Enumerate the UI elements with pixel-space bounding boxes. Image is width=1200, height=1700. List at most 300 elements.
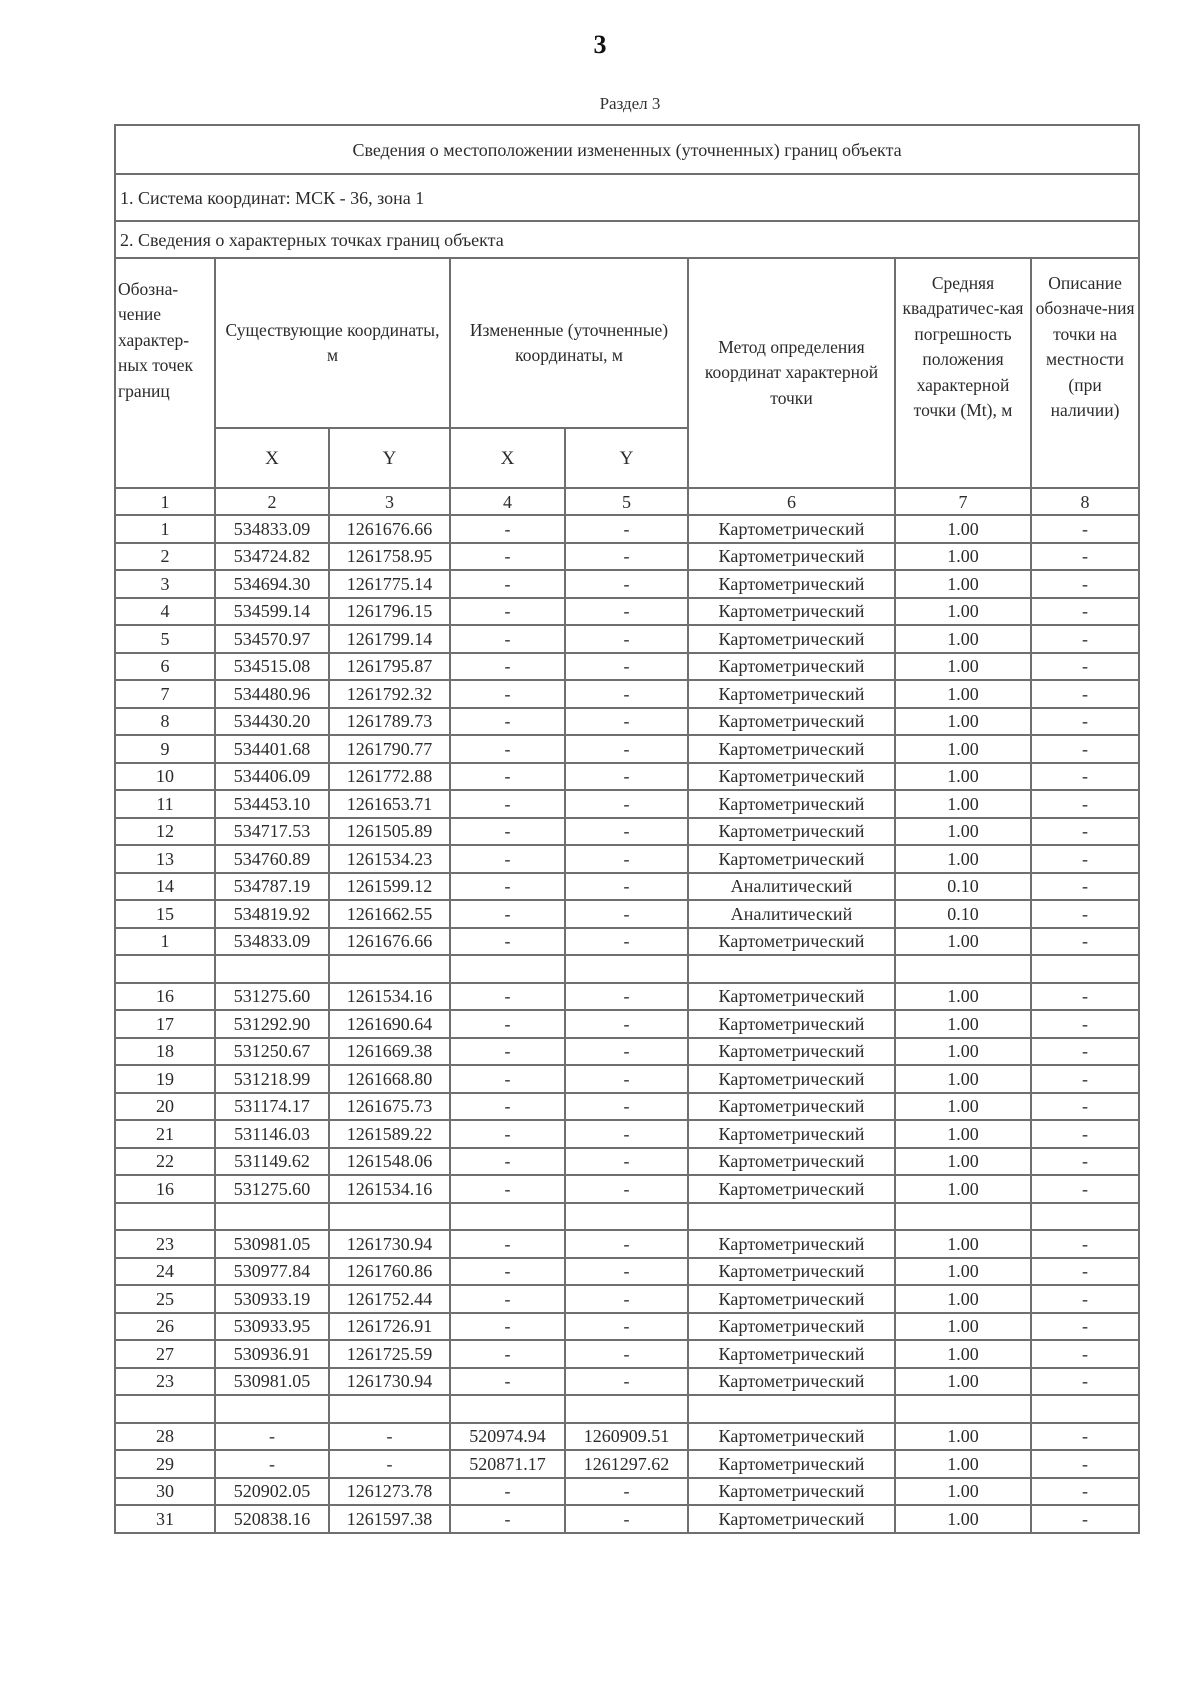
header-description: Описание обозначе-ния точки на местности (при наличии) bbox=[1031, 258, 1139, 488]
empty-cell bbox=[565, 955, 688, 983]
table-row bbox=[115, 900, 1139, 928]
changed-x-cell: - bbox=[450, 625, 565, 653]
method-cell: Картометрический bbox=[688, 598, 895, 626]
existing-x-cell: 534833.09 bbox=[215, 515, 329, 543]
existing-x-cell: 531250.67 bbox=[215, 1038, 329, 1066]
existing-x-cell: 530981.05 bbox=[215, 1368, 329, 1396]
changed-x-cell: - bbox=[450, 1065, 565, 1093]
section-label: Раздел 3 bbox=[599, 94, 661, 113]
empty-cell bbox=[1031, 1203, 1139, 1231]
existing-y-cell: 1261548.06 bbox=[329, 1148, 450, 1176]
description-cell: - bbox=[1031, 625, 1139, 653]
changed-x-cell: - bbox=[450, 543, 565, 571]
changed-y-cell: - bbox=[565, 873, 688, 901]
existing-x-cell: 530933.19 bbox=[215, 1285, 329, 1313]
existing-y-cell: 1261675.73 bbox=[329, 1093, 450, 1121]
table-row bbox=[115, 1258, 1139, 1286]
changed-x-cell: - bbox=[450, 1230, 565, 1258]
existing-x-cell: 531218.99 bbox=[215, 1065, 329, 1093]
changed-x-cell: - bbox=[450, 1478, 565, 1506]
points-info-row bbox=[115, 221, 1139, 258]
method-cell: Аналитический bbox=[688, 900, 895, 928]
empty-cell bbox=[1031, 955, 1139, 983]
accuracy-cell: 0.10 bbox=[895, 900, 1031, 928]
method-cell: Картометрический bbox=[688, 515, 895, 543]
point-designation-cell: 13 bbox=[115, 845, 215, 873]
changed-y-cell: - bbox=[565, 680, 688, 708]
existing-y-cell: 1261799.14 bbox=[329, 625, 450, 653]
table-row bbox=[115, 1065, 1139, 1093]
point-designation-cell: 23 bbox=[115, 1230, 215, 1258]
changed-y-cell: - bbox=[565, 1065, 688, 1093]
existing-y-cell: 1261725.59 bbox=[329, 1340, 450, 1368]
accuracy-cell: 1.00 bbox=[895, 598, 1031, 626]
point-designation-cell: 22 bbox=[115, 1148, 215, 1176]
changed-y-cell: - bbox=[565, 1120, 688, 1148]
method-cell: Картометрический bbox=[688, 1368, 895, 1396]
accuracy-cell: 1.00 bbox=[895, 1120, 1031, 1148]
empty-cell bbox=[688, 1203, 895, 1231]
description-cell: - bbox=[1031, 570, 1139, 598]
description-cell: - bbox=[1031, 1368, 1139, 1396]
point-designation-cell: 20 bbox=[115, 1093, 215, 1121]
table-row bbox=[115, 735, 1139, 763]
existing-y-cell: 1261597.38 bbox=[329, 1505, 450, 1533]
changed-x-cell: - bbox=[450, 818, 565, 846]
description-cell: - bbox=[1031, 1038, 1139, 1066]
changed-y-cell: - bbox=[565, 1230, 688, 1258]
changed-y-cell: - bbox=[565, 1478, 688, 1506]
description-cell: - bbox=[1031, 845, 1139, 873]
description-cell: - bbox=[1031, 1505, 1139, 1533]
existing-x-cell: 520902.05 bbox=[215, 1478, 329, 1506]
method-cell: Картометрический bbox=[688, 653, 895, 681]
table-row bbox=[115, 818, 1139, 846]
point-designation-cell: 21 bbox=[115, 1120, 215, 1148]
page-number: 3 bbox=[593, 30, 607, 59]
point-designation-cell: 1 bbox=[115, 928, 215, 956]
method-cell: Картометрический bbox=[688, 1038, 895, 1066]
description-cell: - bbox=[1031, 1065, 1139, 1093]
existing-x-cell: 534819.92 bbox=[215, 900, 329, 928]
point-designation-cell: 16 bbox=[115, 983, 215, 1011]
method-cell: Картометрический bbox=[688, 1258, 895, 1286]
existing-y-cell: 1261775.14 bbox=[329, 570, 450, 598]
existing-y-cell: 1261668.80 bbox=[329, 1065, 450, 1093]
changed-x-cell: - bbox=[450, 708, 565, 736]
accuracy-cell: 1.00 bbox=[895, 708, 1031, 736]
points-info: 2. Сведения о характерных точках границ объекта bbox=[115, 221, 1139, 258]
empty-cell bbox=[565, 1203, 688, 1231]
column-number: 8 bbox=[1031, 488, 1139, 515]
existing-y-cell: 1261534.23 bbox=[329, 845, 450, 873]
description-cell: - bbox=[1031, 1120, 1139, 1148]
existing-y-cell: 1261790.77 bbox=[329, 735, 450, 763]
description-cell: - bbox=[1031, 928, 1139, 956]
coord-system: 1. Система координат: МСК - 36, зона 1 bbox=[115, 174, 1139, 221]
method-cell: Картометрический bbox=[688, 1148, 895, 1176]
empty-cell bbox=[688, 1395, 895, 1423]
changed-x-cell: - bbox=[450, 763, 565, 791]
table-row bbox=[115, 653, 1139, 681]
existing-y-cell: 1261726.91 bbox=[329, 1313, 450, 1341]
point-designation-cell: 30 bbox=[115, 1478, 215, 1506]
changed-y-cell: - bbox=[565, 928, 688, 956]
accuracy-cell: 1.00 bbox=[895, 1148, 1031, 1176]
table-row bbox=[115, 928, 1139, 956]
table-row bbox=[115, 598, 1139, 626]
table-row bbox=[115, 763, 1139, 791]
changed-y-cell: - bbox=[565, 515, 688, 543]
method-cell: Картометрический bbox=[688, 1450, 895, 1478]
point-designation-cell: 3 bbox=[115, 570, 215, 598]
point-designation-cell: 9 bbox=[115, 735, 215, 763]
changed-y-cell: 1260909.51 bbox=[565, 1423, 688, 1451]
method-cell: Картометрический bbox=[688, 708, 895, 736]
accuracy-cell: 1.00 bbox=[895, 680, 1031, 708]
accuracy-cell: 1.00 bbox=[895, 653, 1031, 681]
point-designation-cell: 5 bbox=[115, 625, 215, 653]
changed-y-cell: - bbox=[565, 1505, 688, 1533]
method-cell: Картометрический bbox=[688, 1010, 895, 1038]
changed-y-cell: - bbox=[565, 653, 688, 681]
existing-y-cell: 1261589.22 bbox=[329, 1120, 450, 1148]
method-cell: Картометрический bbox=[688, 625, 895, 653]
point-designation-cell: 4 bbox=[115, 598, 215, 626]
existing-y-cell: 1261792.32 bbox=[329, 680, 450, 708]
description-cell: - bbox=[1031, 515, 1139, 543]
header-method: Метод определения координат характерной точки bbox=[688, 258, 895, 488]
changed-x-cell: - bbox=[450, 570, 565, 598]
changed-y-cell: - bbox=[565, 1148, 688, 1176]
changed-y-cell: - bbox=[565, 735, 688, 763]
existing-y-cell: - bbox=[329, 1450, 450, 1478]
existing-y-cell: 1261690.64 bbox=[329, 1010, 450, 1038]
table-row bbox=[115, 570, 1139, 598]
header-accuracy: Средняя квадратичес-кая погрешность положения характерной точки (Mt), м bbox=[895, 258, 1031, 488]
existing-x-cell: 534430.20 bbox=[215, 708, 329, 736]
table-row bbox=[115, 1175, 1139, 1203]
header-changed-y: Y bbox=[565, 428, 688, 488]
existing-y-cell: 1261730.94 bbox=[329, 1230, 450, 1258]
description-cell: - bbox=[1031, 653, 1139, 681]
point-designation-cell: 23 bbox=[115, 1368, 215, 1396]
changed-x-cell: - bbox=[450, 1505, 565, 1533]
changed-x-cell: - bbox=[450, 1093, 565, 1121]
accuracy-cell: 1.00 bbox=[895, 928, 1031, 956]
existing-x-cell: 530977.84 bbox=[215, 1258, 329, 1286]
changed-y-cell: - bbox=[565, 543, 688, 571]
changed-x-cell: - bbox=[450, 873, 565, 901]
description-cell: - bbox=[1031, 1478, 1139, 1506]
point-designation-cell: 25 bbox=[115, 1285, 215, 1313]
table-row bbox=[115, 1120, 1139, 1148]
changed-y-cell: - bbox=[565, 845, 688, 873]
method-cell: Картометрический bbox=[688, 1285, 895, 1313]
existing-x-cell: 534717.53 bbox=[215, 818, 329, 846]
existing-x-cell: 530981.05 bbox=[215, 1230, 329, 1258]
existing-x-cell: 534833.09 bbox=[215, 928, 329, 956]
changed-x-cell: - bbox=[450, 1368, 565, 1396]
method-cell: Картометрический bbox=[688, 1230, 895, 1258]
existing-y-cell: 1261669.38 bbox=[329, 1038, 450, 1066]
point-designation-cell: 24 bbox=[115, 1258, 215, 1286]
separator-row bbox=[115, 1395, 1139, 1423]
description-cell: - bbox=[1031, 1230, 1139, 1258]
existing-y-cell: 1261653.71 bbox=[329, 790, 450, 818]
table-row bbox=[115, 790, 1139, 818]
accuracy-cell: 1.00 bbox=[895, 625, 1031, 653]
table-title: Сведения о местоположении измененных (уточненных) границ объекта bbox=[115, 125, 1139, 174]
empty-cell bbox=[329, 1395, 450, 1423]
existing-x-cell: 534787.19 bbox=[215, 873, 329, 901]
column-number: 1 bbox=[115, 488, 215, 515]
existing-y-cell: 1261758.95 bbox=[329, 543, 450, 571]
existing-y-cell: 1261676.66 bbox=[329, 928, 450, 956]
table-row bbox=[115, 1313, 1139, 1341]
point-designation-cell: 7 bbox=[115, 680, 215, 708]
existing-x-cell: - bbox=[215, 1450, 329, 1478]
changed-y-cell: - bbox=[565, 818, 688, 846]
existing-y-cell: 1261273.78 bbox=[329, 1478, 450, 1506]
table-row bbox=[115, 873, 1139, 901]
empty-cell bbox=[215, 1395, 329, 1423]
changed-y-cell: - bbox=[565, 900, 688, 928]
changed-y-cell: - bbox=[565, 1313, 688, 1341]
empty-cell bbox=[115, 1395, 215, 1423]
point-designation-cell: 1 bbox=[115, 515, 215, 543]
description-cell: - bbox=[1031, 818, 1139, 846]
empty-cell bbox=[329, 955, 450, 983]
empty-cell bbox=[450, 1395, 565, 1423]
changed-y-cell: - bbox=[565, 983, 688, 1011]
existing-x-cell: 531149.62 bbox=[215, 1148, 329, 1176]
table-row bbox=[115, 1478, 1139, 1506]
column-numbers-row bbox=[115, 488, 1139, 515]
point-designation-cell: 17 bbox=[115, 1010, 215, 1038]
table-title-row bbox=[115, 125, 1139, 174]
existing-x-cell: 531146.03 bbox=[215, 1120, 329, 1148]
changed-x-cell: - bbox=[450, 680, 565, 708]
accuracy-cell: 1.00 bbox=[895, 1258, 1031, 1286]
changed-x-cell: 520974.94 bbox=[450, 1423, 565, 1451]
table-row bbox=[115, 1093, 1139, 1121]
accuracy-cell: 1.00 bbox=[895, 1450, 1031, 1478]
description-cell: - bbox=[1031, 1450, 1139, 1478]
existing-x-cell: 534724.82 bbox=[215, 543, 329, 571]
point-designation-cell: 6 bbox=[115, 653, 215, 681]
point-designation-cell: 2 bbox=[115, 543, 215, 571]
existing-x-cell: 530936.91 bbox=[215, 1340, 329, 1368]
header-row bbox=[115, 258, 1139, 428]
changed-x-cell: - bbox=[450, 598, 565, 626]
point-designation-cell: 16 bbox=[115, 1175, 215, 1203]
method-cell: Картометрический bbox=[688, 543, 895, 571]
existing-x-cell: 534515.08 bbox=[215, 653, 329, 681]
changed-y-cell: - bbox=[565, 625, 688, 653]
point-designation-cell: 28 bbox=[115, 1423, 215, 1451]
changed-x-cell: - bbox=[450, 515, 565, 543]
existing-x-cell: 531275.60 bbox=[215, 983, 329, 1011]
method-cell: Картометрический bbox=[688, 1340, 895, 1368]
column-number: 4 bbox=[450, 488, 565, 515]
existing-y-cell: 1261599.12 bbox=[329, 873, 450, 901]
existing-x-cell: 520838.16 bbox=[215, 1505, 329, 1533]
accuracy-cell: 1.00 bbox=[895, 1038, 1031, 1066]
description-cell: - bbox=[1031, 680, 1139, 708]
description-cell: - bbox=[1031, 1148, 1139, 1176]
changed-y-cell: - bbox=[565, 570, 688, 598]
method-cell: Картометрический bbox=[688, 1505, 895, 1533]
method-cell: Картометрический bbox=[688, 983, 895, 1011]
accuracy-cell: 1.00 bbox=[895, 1313, 1031, 1341]
point-designation-cell: 19 bbox=[115, 1065, 215, 1093]
existing-y-cell: 1261676.66 bbox=[329, 515, 450, 543]
point-designation-cell: 26 bbox=[115, 1313, 215, 1341]
existing-x-cell: 534760.89 bbox=[215, 845, 329, 873]
description-cell: - bbox=[1031, 1423, 1139, 1451]
point-designation-cell: 31 bbox=[115, 1505, 215, 1533]
changed-x-cell: - bbox=[450, 653, 565, 681]
empty-cell bbox=[115, 955, 215, 983]
description-cell: - bbox=[1031, 1340, 1139, 1368]
existing-x-cell: 534694.30 bbox=[215, 570, 329, 598]
table-row bbox=[115, 680, 1139, 708]
description-cell: - bbox=[1031, 1093, 1139, 1121]
description-cell: - bbox=[1031, 598, 1139, 626]
accuracy-cell: 1.00 bbox=[895, 1230, 1031, 1258]
changed-x-cell: - bbox=[450, 1038, 565, 1066]
accuracy-cell: 0.10 bbox=[895, 873, 1031, 901]
accuracy-cell: 1.00 bbox=[895, 818, 1031, 846]
changed-y-cell: - bbox=[565, 1258, 688, 1286]
accuracy-cell: 1.00 bbox=[895, 790, 1031, 818]
changed-y-cell: 1261297.62 bbox=[565, 1450, 688, 1478]
accuracy-cell: 1.00 bbox=[895, 1065, 1031, 1093]
point-designation-cell: 14 bbox=[115, 873, 215, 901]
method-cell: Картометрический bbox=[688, 1120, 895, 1148]
existing-x-cell: 531292.90 bbox=[215, 1010, 329, 1038]
description-cell: - bbox=[1031, 983, 1139, 1011]
accuracy-cell: 1.00 bbox=[895, 1368, 1031, 1396]
accuracy-cell: 1.00 bbox=[895, 1010, 1031, 1038]
table-row bbox=[115, 1368, 1139, 1396]
method-cell: Картометрический bbox=[688, 1065, 895, 1093]
accuracy-cell: 1.00 bbox=[895, 983, 1031, 1011]
point-designation-cell: 8 bbox=[115, 708, 215, 736]
column-number: 2 bbox=[215, 488, 329, 515]
table-row bbox=[115, 625, 1139, 653]
accuracy-cell: 1.00 bbox=[895, 543, 1031, 571]
changed-y-cell: - bbox=[565, 1175, 688, 1203]
table-row bbox=[115, 983, 1139, 1011]
existing-y-cell: 1261789.73 bbox=[329, 708, 450, 736]
empty-cell bbox=[895, 1203, 1031, 1231]
method-cell: Картометрический bbox=[688, 1423, 895, 1451]
table-row bbox=[115, 1505, 1139, 1533]
changed-y-cell: - bbox=[565, 1285, 688, 1313]
changed-x-cell: - bbox=[450, 790, 565, 818]
changed-y-cell: - bbox=[565, 1340, 688, 1368]
empty-cell bbox=[450, 955, 565, 983]
point-designation-cell: 29 bbox=[115, 1450, 215, 1478]
column-number: 5 bbox=[565, 488, 688, 515]
description-cell: - bbox=[1031, 790, 1139, 818]
existing-y-cell: 1261534.16 bbox=[329, 1175, 450, 1203]
existing-x-cell: 534599.14 bbox=[215, 598, 329, 626]
point-designation-cell: 11 bbox=[115, 790, 215, 818]
description-cell: - bbox=[1031, 1285, 1139, 1313]
existing-y-cell: 1261795.87 bbox=[329, 653, 450, 681]
table-row bbox=[115, 845, 1139, 873]
point-designation-cell: 15 bbox=[115, 900, 215, 928]
description-cell: - bbox=[1031, 763, 1139, 791]
table-row bbox=[115, 1285, 1139, 1313]
accuracy-cell: 1.00 bbox=[895, 1340, 1031, 1368]
header-point-designation: Обозна-чение характер-ных точек границ bbox=[115, 258, 215, 488]
accuracy-cell: 1.00 bbox=[895, 763, 1031, 791]
changed-x-cell: - bbox=[450, 1120, 565, 1148]
existing-x-cell: 531275.60 bbox=[215, 1175, 329, 1203]
point-designation-cell: 18 bbox=[115, 1038, 215, 1066]
accuracy-cell: 1.00 bbox=[895, 515, 1031, 543]
existing-x-cell: - bbox=[215, 1423, 329, 1451]
existing-y-cell: - bbox=[329, 1423, 450, 1451]
accuracy-cell: 1.00 bbox=[895, 1175, 1031, 1203]
empty-cell bbox=[565, 1395, 688, 1423]
empty-cell bbox=[215, 1203, 329, 1231]
accuracy-cell: 1.00 bbox=[895, 1093, 1031, 1121]
method-cell: Картометрический bbox=[688, 680, 895, 708]
empty-cell bbox=[895, 955, 1031, 983]
separator-row bbox=[115, 1203, 1139, 1231]
table-row bbox=[115, 1148, 1139, 1176]
column-number: 6 bbox=[688, 488, 895, 515]
existing-x-cell: 534570.97 bbox=[215, 625, 329, 653]
empty-cell bbox=[1031, 1395, 1139, 1423]
empty-cell bbox=[215, 955, 329, 983]
coord-system-row bbox=[115, 174, 1139, 221]
column-number: 3 bbox=[329, 488, 450, 515]
method-cell: Картометрический bbox=[688, 570, 895, 598]
changed-y-cell: - bbox=[565, 1093, 688, 1121]
table-row bbox=[115, 543, 1139, 571]
changed-x-cell: - bbox=[450, 1258, 565, 1286]
existing-x-cell: 534401.68 bbox=[215, 735, 329, 763]
changed-x-cell: - bbox=[450, 1148, 565, 1176]
changed-y-cell: - bbox=[565, 763, 688, 791]
changed-y-cell: - bbox=[565, 1038, 688, 1066]
existing-y-cell: 1261662.55 bbox=[329, 900, 450, 928]
description-cell: - bbox=[1031, 708, 1139, 736]
changed-y-cell: - bbox=[565, 1368, 688, 1396]
changed-x-cell: - bbox=[450, 900, 565, 928]
header-changed-x: X bbox=[450, 428, 565, 488]
table-row bbox=[115, 515, 1139, 543]
boundary-points-table bbox=[114, 124, 1140, 1534]
existing-y-cell: 1261505.89 bbox=[329, 818, 450, 846]
changed-x-cell: - bbox=[450, 928, 565, 956]
existing-y-cell: 1261534.16 bbox=[329, 983, 450, 1011]
changed-x-cell: - bbox=[450, 1285, 565, 1313]
table-row bbox=[115, 1423, 1139, 1451]
empty-cell bbox=[895, 1395, 1031, 1423]
changed-x-cell: - bbox=[450, 845, 565, 873]
column-number: 7 bbox=[895, 488, 1031, 515]
changed-x-cell: - bbox=[450, 735, 565, 763]
description-cell: - bbox=[1031, 735, 1139, 763]
existing-y-cell: 1261772.88 bbox=[329, 763, 450, 791]
